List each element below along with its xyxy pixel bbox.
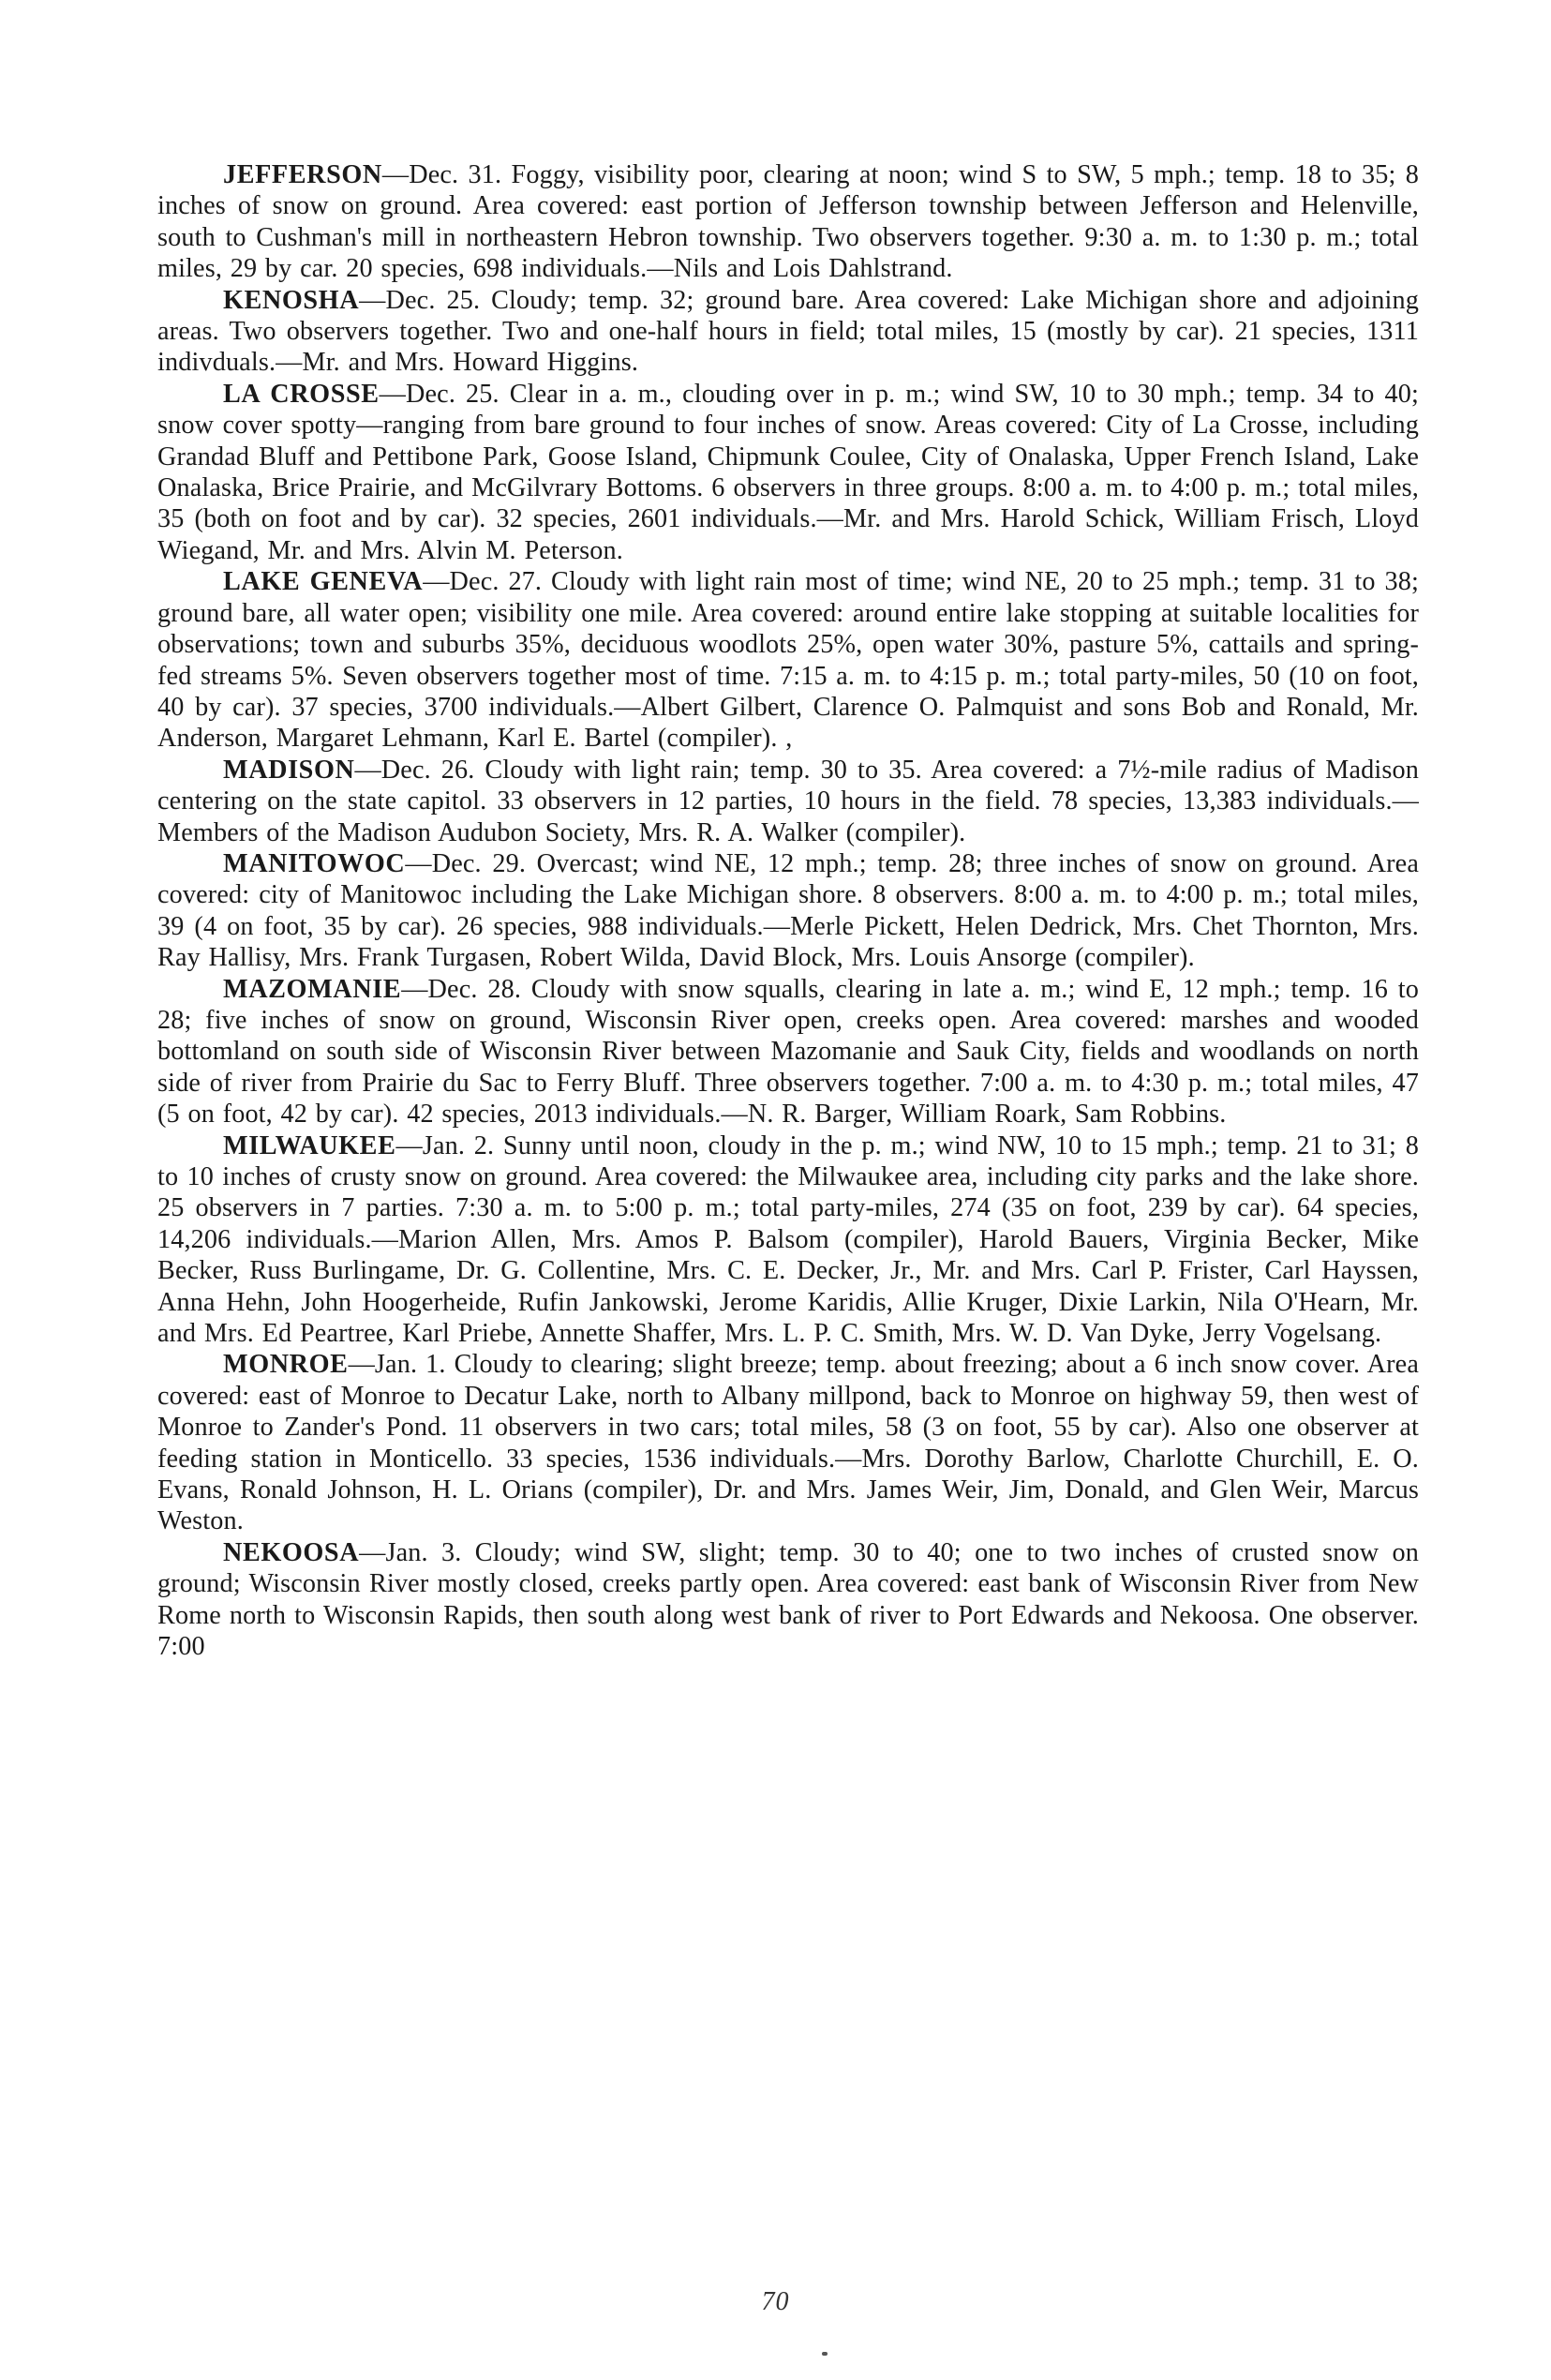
entry-text: —Dec. 29. Overcast; wind NE, 12 mph.; temp. 28; three inches of snow on ground. Area covered: city of Manitowoc including the Lake Michigan shore. 8 observers. 8:00 a. m. to 4:00 p. m.; total miles, 39 (4 on foot, 35 by car). 26 species, 988 individuals.—Merle Pickett, Helen Dedrick, Mrs. Chet Thornton, Mrs. Ray Hallisy, Mrs. Frank Turgasen, Robert Wilda, David Block, Mrs. Louis Ansorge (compiler). [157,848,1419,973]
entry-text: —Dec. 25. Clear in a. m., clouding over in p. m.; wind SW, 10 to 30 mph.; temp. 34 to 40; snow cover spotty—ranging from bare ground to four inches of snow. Areas covered: City of La Crosse, including Grandad Bluff and Pettibone Park, Goose Island, Chipmunk Coulee, City of Onalaska, Upper French Island, Lake Onalaska, Brice Prairie, and McGilvrary Bottoms. 6 observers in three groups. 8:00 a. m. to 4:00 p. m.; total miles, 35 (both on foot and by car). 32 species, 2601 individuals.—Mr. and Mrs. Harold Schick, William Frisch, Lloyd Wiegand, Mr. and Mrs. Alvin M. Peterson. [157,379,1420,565]
print-speck [822,2352,828,2356]
count-entry-nekoosa [157,1537,1419,1663]
count-entry-milwaukee [157,1130,1419,1350]
text-column [157,159,1419,1663]
page-number: 70 [761,2287,790,2316]
entry-text: —Jan. 2. Sunny until noon, cloudy in the p. m.; wind NW, 10 to 15 mph.; temp. 21 to 31; 8 to 10 inches of crusty snow on ground. Area covered: the Milwaukee area, including city parks and the lake shore. 25 observers in 7 parties. 7:30 a. m. to 5:00 p. m.; total party-miles, 274 (35 on foot, 239 by car). 64 species, 14,206 individuals.—Marion Allen, Mrs. Amos P. Balsom (compiler), Harold Bauers, Virginia Becker, Mike Becker, Russ Burlingame, Dr. G. Collentine, Mrs. C. E. Decker, Jr., Mr. and Mrs. Carl P. Frister, Carl Hayssen, Anna Hehn, John Hoogerheide, Rufin Jankowski, Jerome Karidis, Allie Kruger, Dixie Larkin, Nila O'Hearn, Mr. and Mrs. Ed Peartree, Karl Priebe, Annette Shaffer, Mrs. L. P. C. Smith, Mrs. W. D. Van Dyke, Jerry Vogelsang. [157,1130,1419,1349]
count-entry-madison [157,755,1419,848]
count-entry-jefferson [157,159,1419,285]
place-name: NEKOOSA [223,1537,360,1567]
entry-text: —Dec. 25. Cloudy; temp. 32; ground bare. Area covered: Lake Michigan shore and adjoining areas. Two observers together. Two and one-half hours in field; total miles, 15 (mostly by car). 21 species, 1311 indivduals.—Mr. and Mrs. Howard Higgins. [157,285,1419,378]
count-entry-lake-geneva [157,566,1419,754]
count-entry-monroe [157,1349,1419,1536]
count-entry-mazomanie [157,974,1419,1130]
place-name: MANITOWOC [223,848,406,878]
count-entry-la-crosse [157,379,1419,566]
entry-text: —Jan. 3. Cloudy; wind SW, slight; temp. 30 to 40; one to two inches of crusted snow on ground; Wisconsin River mostly closed, creeks partly open. Area covered: east bank of Wisconsin River from New Rome north to Wisconsin Rapids, then south along west bank of river to Port Edwards and Nekoosa. One observer. 7:00 [157,1537,1419,1662]
count-entry-manitowoc [157,848,1419,974]
entry-text: —Jan. 1. Cloudy to clearing; slight breeze; temp. about freezing; about a 6 inch snow cover. Area covered: east of Monroe to Decatur Lake, north to Albany millpond, back to Monroe on highway 59, then west of Monroe to Zander's Pond. 11 observers in two cars; total miles, 58 (3 on foot, 55 by car). Also one observer at feeding station in Monticello. 33 species, 1536 individuals.—Mrs. Dorothy Barlow, Charlotte Churchill, E. O. Evans, Ronald Johnson, H. L. Orians (compiler), Dr. and Mrs. James Weir, Jim, Donald, and Glen Weir, Marcus Weston. [157,1350,1419,1536]
entry-text: —Dec. 28. Cloudy with snow squalls, clearing in late a. m.; wind E, 12 mph.; temp. 16 to 28; five inches of snow on ground, Wisconsin River open, creeks open. Area covered: marshes and wooded bottomland on south side of Wisconsin River between Mazomanie and Sauk City, fields and woodlands on north side of river from Prairie du Sac to Ferry Bluff. Three observers together. 7:00 a. m. to 4:30 p. m.; total miles, 47 (5 on foot, 42 by car). 42 species, 2013 individuals.—N. R. Barger, William Roark, Sam Robbins. [157,974,1419,1130]
place-name: MONROE [223,1350,349,1380]
entry-text: —Dec. 26. Cloudy with light rain; temp. 30 to 35. Area covered: a 7½-mile radius of Madison centering on the state capitol. 33 observers in 12 parties, 10 hours in the field. 78 species, 13,383 individuals.—Members of the Madison Audubon Society, Mrs. R. A. Walker (compiler). [157,755,1419,847]
count-entry-kenosha [157,285,1419,379]
place-name: KENOSHA [223,285,360,315]
place-name: MILWAUKEE [223,1130,396,1160]
entry-text: —Dec. 31. Foggy, visibility poor, clearing at noon; wind S to SW, 5 mph.; temp. 18 to 35; 8 inches of snow on ground. Area covered: east portion of Jefferson township between Jefferson and Helenville, south to Cushman's mill in northeastern Hebron township. Two observers together. 9:30 a. m. to 1:30 p. m.; total miles, 29 by car. 20 species, 698 individuals.—Nils and Lois Dahlstrand. [157,160,1419,284]
place-name: MAZOMANIE [223,974,402,1004]
place-name: MADISON [223,755,355,785]
entry-text: —Dec. 27. Cloudy with light rain most of time; wind NE, 20 to 25 mph.; temp. 31 to 38; ground bare, all water open; visibility one mile. Area covered: around entire lake stopping at suitable localities for observations; town and suburbs 35%, deciduous woodlots 25%, open water 30%, pasture 5%, cattails and spring-fed streams 5%. Seven observers together most of time. 7:15 a. m. to 4:15 p. m.; total party-miles, 50 (10 on foot, 40 by car). 37 species, 3700 individuals.—Albert Gilbert, Clarence O. Palmquist and sons Bob and Ronald, Mr. Anderson, Margaret Lehmann, Karl E. Bartel (compiler). , [157,567,1419,754]
place-name: LA CROSSE [223,379,380,409]
place-name: LAKE GENEVA [223,567,424,597]
place-name: JEFFERSON [223,160,382,189]
